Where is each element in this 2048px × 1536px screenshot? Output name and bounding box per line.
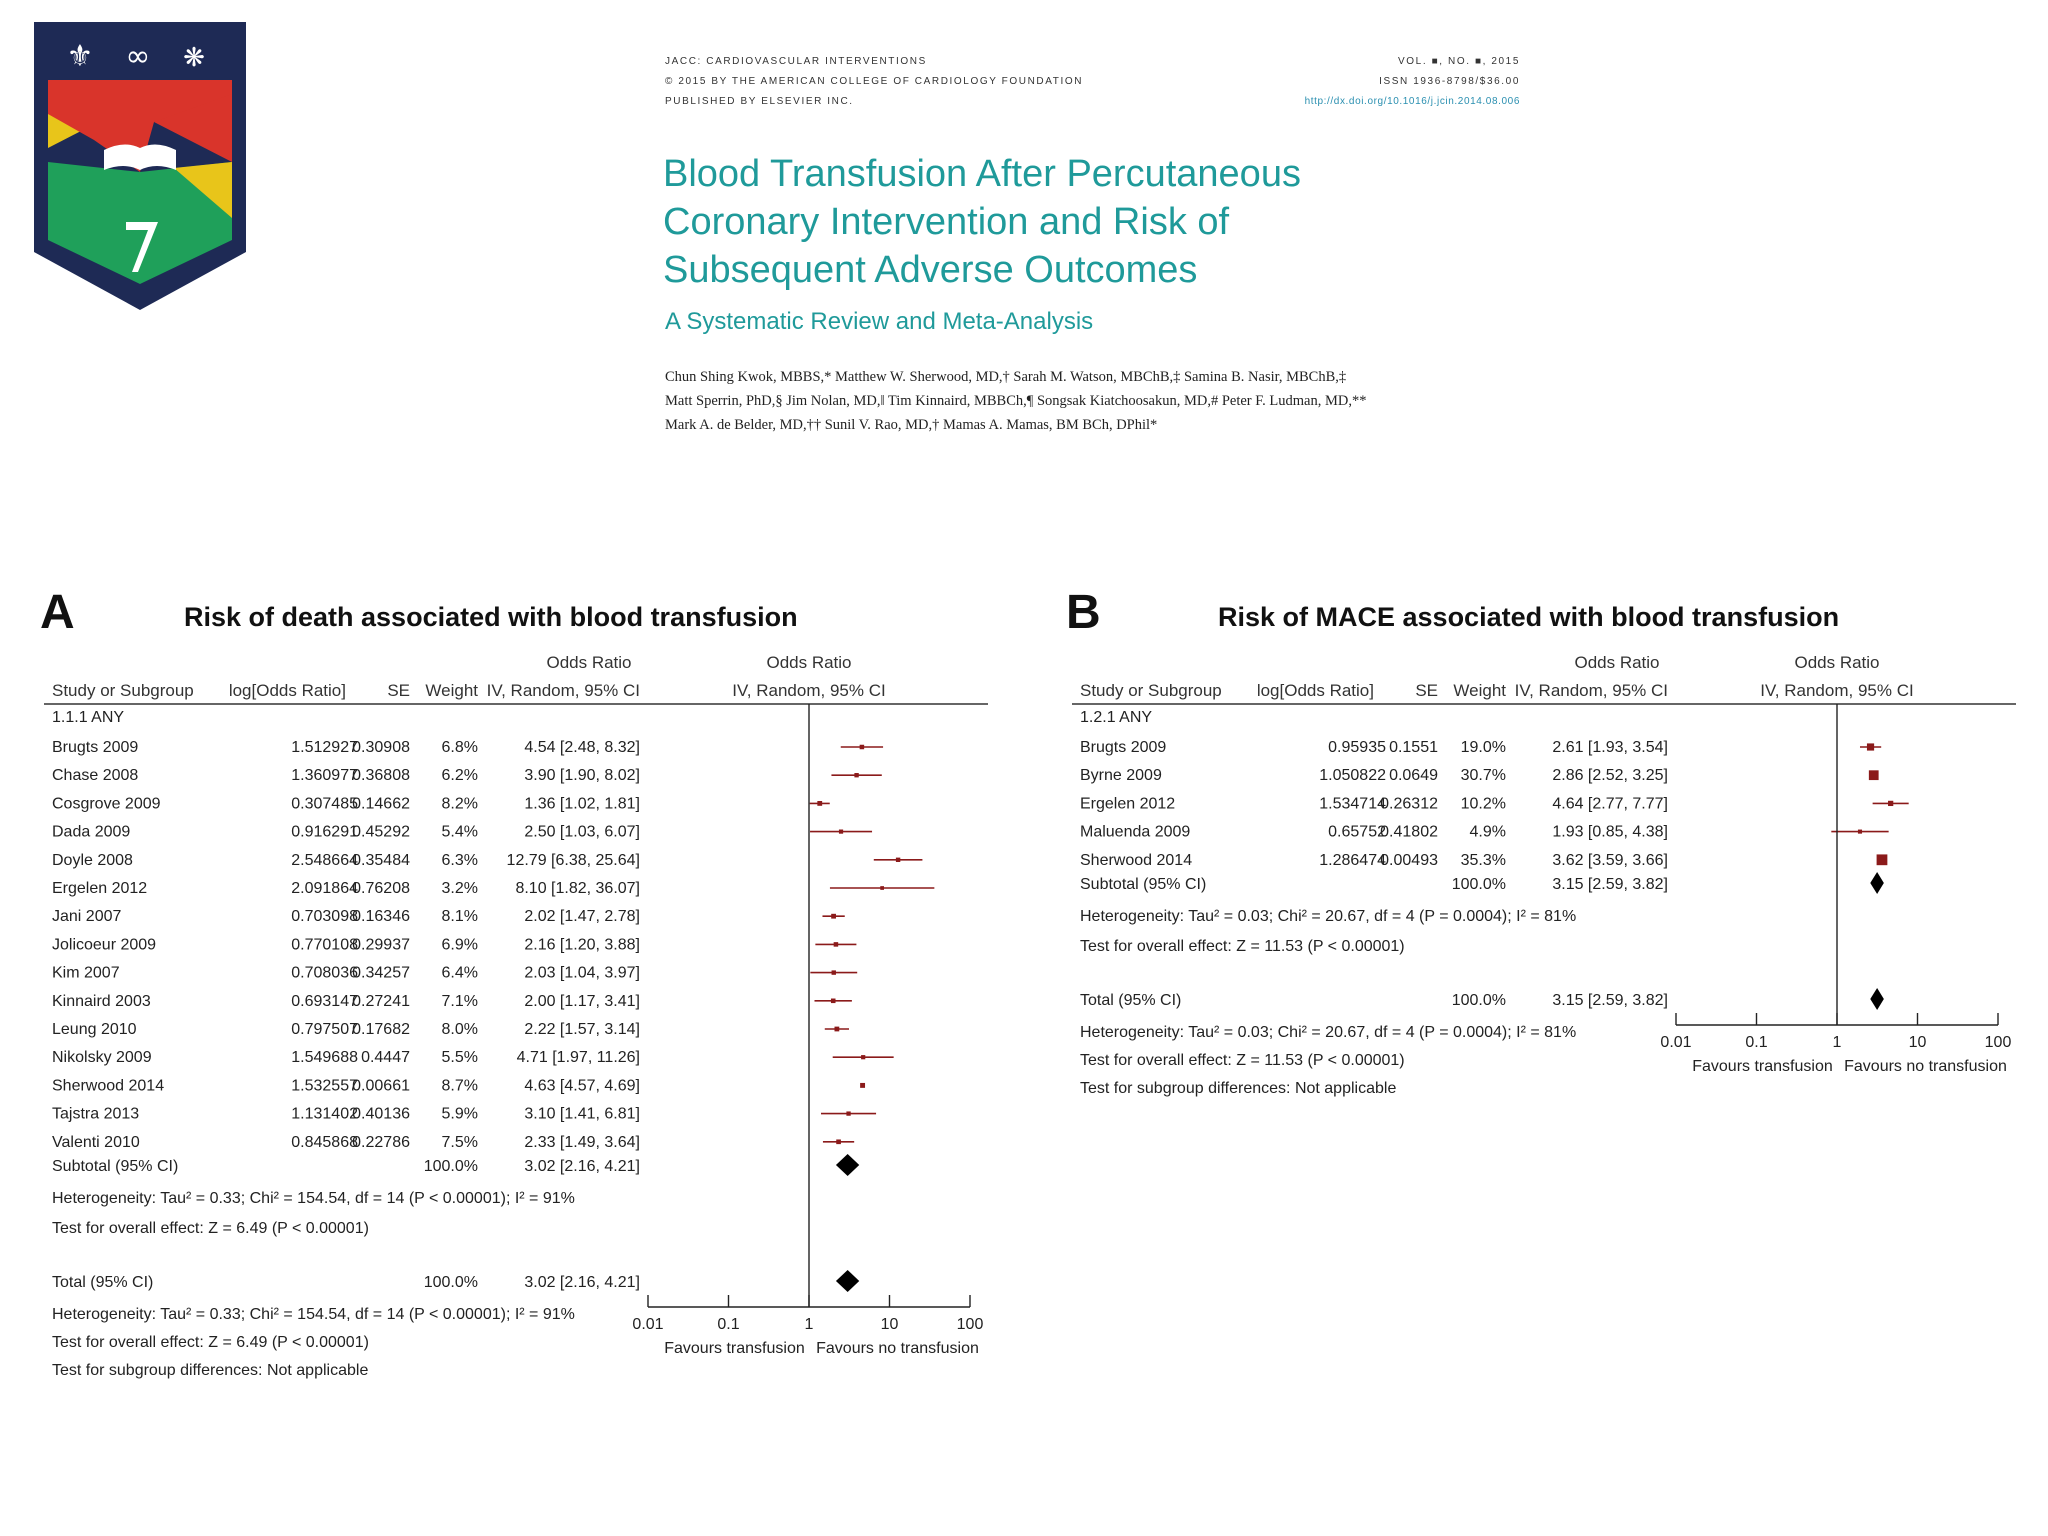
study-point-marker	[861, 1055, 865, 1059]
study-se: 0.76208	[352, 880, 410, 897]
subtotal-overall-effect: Test for overall effect: Z = 6.49 (P < 0.00001)	[52, 1220, 369, 1237]
study-log-or: 0.693147	[291, 992, 358, 1010]
study-se: 0.26312	[1380, 795, 1438, 813]
study-weight: 10.2%	[1460, 795, 1506, 813]
title-line: Blood Transfusion After Percutaneous	[663, 153, 1301, 195]
study-se: 0.45292	[352, 823, 410, 841]
or-header-top: Odds Ratio	[546, 653, 632, 672]
svg-text:❋: ❋	[183, 43, 205, 73]
study-name: Byrne 2009	[1080, 767, 1162, 785]
study-name: Jani 2007	[52, 908, 122, 926]
plot-col-header: IV, Random, 95% CI	[732, 681, 886, 700]
study-or-ci: 3.90 [1.90, 8.02]	[524, 767, 640, 785]
study-name: Doyle 2008	[52, 851, 133, 869]
study-point-marker	[860, 745, 864, 749]
study-se: 0.00661	[352, 1077, 410, 1095]
total-weight: 100.0%	[423, 1274, 478, 1291]
subtotal-overall-effect: Test for overall effect: Z = 11.53 (P < 0.00001)	[1080, 938, 1405, 955]
study-point-marker	[839, 830, 843, 834]
x-axis-tick-label: 100	[1984, 1034, 2012, 1051]
study-log-or: 1.534714	[1319, 795, 1386, 813]
study-name: Chase 2008	[52, 767, 139, 785]
study-log-or: 1.131402	[291, 1105, 358, 1123]
study-weight: 8.7%	[441, 1077, 478, 1095]
study-point-marker	[1869, 770, 1879, 780]
study-col-header: Study or Subgroup	[1080, 681, 1222, 700]
study-or-ci: 1.36 [1.02, 1.81]	[524, 795, 640, 813]
favours-right-label: Favours no transfusion	[816, 1340, 979, 1357]
study-point-marker	[1858, 830, 1862, 834]
study-or-ci: 2.33 [1.49, 3.64]	[524, 1133, 640, 1151]
study-point-marker	[817, 801, 822, 806]
study-or-ci: 8.10 [1.82, 36.07]	[515, 880, 640, 897]
study-se: 0.4447	[361, 1049, 410, 1067]
study-log-or: 1.050822	[1319, 767, 1386, 785]
study-se: 0.17682	[352, 1021, 410, 1038]
total-label: Total (95% CI)	[52, 1274, 154, 1291]
study-point-marker	[860, 1083, 865, 1088]
panel-a-letter: A	[40, 586, 75, 639]
subgroup-differences: Test for subgroup differences: Not applicable	[52, 1362, 369, 1379]
study-name: Maluenda 2009	[1080, 823, 1191, 841]
study-se: 0.00493	[1380, 851, 1438, 869]
study-point-marker	[831, 999, 836, 1004]
study-or-ci: 2.16 [1.20, 3.88]	[524, 936, 640, 954]
x-axis-tick-label: 1	[1832, 1034, 1842, 1051]
journal-meta-right	[1230, 52, 1520, 112]
x-axis-tick-label: 0.1	[717, 1316, 740, 1333]
study-weight: 7.5%	[441, 1133, 478, 1151]
university-crest-logo	[34, 22, 246, 310]
title-line: Coronary Intervention and Risk of	[663, 201, 1230, 243]
total-heterogeneity: Heterogeneity: Tau² = 0.33; Chi² = 154.54, df = 14 (P < 0.00001); I² = 91%	[52, 1306, 575, 1323]
subgroup-label: 1.2.1 ANY	[1080, 709, 1153, 726]
subtotal-label: Subtotal (95% CI)	[52, 1158, 179, 1175]
study-log-or: 1.549688	[291, 1049, 358, 1067]
study-weight: 8.2%	[441, 795, 478, 813]
study-or-ci: 3.62 [3.59, 3.66]	[1552, 851, 1668, 869]
journal-meta-left	[665, 52, 1125, 112]
forest-plot-mace	[1028, 640, 2038, 1120]
author-line: Matt Sperrin, PhD,§ Jim Nolan, MD,‖ Tim Kinnaird, MBBCh,¶ Songsak Kiatchoosakun, MD,# Peter F. Ludman, MD,**	[665, 393, 1367, 409]
study-log-or: 0.797507	[291, 1021, 358, 1038]
study-se: 0.27241	[352, 992, 410, 1010]
plot-header-top: Odds Ratio	[766, 653, 852, 672]
study-name: Valenti 2010	[52, 1133, 140, 1151]
study-log-or: 0.770108	[291, 936, 358, 954]
study-or-ci: 2.50 [1.03, 6.07]	[524, 823, 640, 841]
subgroup-differences: Test for subgroup differences: Not applicable	[1080, 1080, 1397, 1097]
study-or-ci: 2.86 [2.52, 3.25]	[1552, 767, 1668, 785]
x-axis-tick-label: 0.1	[1745, 1034, 1768, 1051]
study-weight: 35.3%	[1460, 851, 1506, 869]
subtotal-heterogeneity: Heterogeneity: Tau² = 0.03; Chi² = 20.67, df = 4 (P = 0.0004); I² = 81%	[1080, 908, 1577, 925]
journal-name: JACC: CARDIOVASCULAR INTERVENTIONS	[665, 56, 927, 67]
plot-col-header: IV, Random, 95% CI	[1760, 681, 1914, 700]
study-se: 0.30908	[352, 739, 410, 756]
study-log-or: 1.532557	[291, 1077, 358, 1095]
study-point-marker	[854, 773, 858, 777]
study-se: 0.35484	[352, 851, 410, 869]
study-point-marker	[1867, 743, 1874, 750]
study-name: Leung 2010	[52, 1021, 137, 1038]
doi-link[interactable]: http://dx.doi.org/10.1016/j.jcin.2014.08.006	[1304, 96, 1520, 107]
study-weight: 5.4%	[441, 823, 478, 841]
article-subtitle: A Systematic Review and Meta-Analysis	[665, 308, 1094, 335]
author-line: Mark A. de Belder, MD,†† Sunil V. Rao, MD,† Mamas A. Mamas, BM BCh, DPhil*	[665, 417, 1158, 433]
study-or-ci: 3.10 [1.41, 6.81]	[524, 1105, 640, 1123]
study-weight: 30.7%	[1460, 767, 1506, 785]
total-diamond	[836, 1270, 859, 1292]
study-or-ci: 4.63 [4.57, 4.69]	[524, 1077, 640, 1095]
study-weight: 6.9%	[441, 936, 478, 954]
study-or-ci: 12.79 [6.38, 25.64]	[506, 851, 640, 869]
study-or-ci: 4.64 [2.77, 7.77]	[1552, 795, 1668, 813]
study-name: Cosgrove 2009	[52, 795, 161, 813]
weight-col-header: Weight	[1453, 681, 1506, 700]
study-name: Ergelen 2012	[52, 880, 148, 897]
x-axis-tick-label: 10	[1908, 1034, 1927, 1051]
study-log-or: 0.703098	[291, 908, 358, 926]
study-name: Jolicoeur 2009	[52, 936, 157, 954]
issn-line: ISSN 1936-8798/$36.00	[1379, 76, 1520, 87]
panel-b-title: Risk of MACE associated with blood transfusion	[1218, 602, 1840, 632]
publisher-line: PUBLISHED BY ELSEVIER INC.	[665, 96, 854, 107]
study-point-marker	[1877, 854, 1888, 865]
study-col-header: Study or Subgroup	[52, 681, 194, 700]
log-col-header: log[Odds Ratio]	[1256, 681, 1374, 700]
study-log-or: 2.091864	[291, 880, 358, 897]
study-se: 0.41802	[1380, 823, 1438, 841]
study-or-ci: 2.03 [1.04, 3.97]	[524, 964, 640, 982]
study-point-marker	[832, 970, 836, 974]
subgroup-label: 1.1.1 ANY	[52, 709, 125, 726]
study-point-marker	[880, 886, 884, 890]
total-overall-effect: Test for overall effect: Z = 6.49 (P < 0.00001)	[52, 1334, 369, 1351]
subtotal-or-ci: 3.15 [2.59, 3.82]	[1552, 876, 1668, 893]
study-se: 0.0649	[1389, 767, 1438, 785]
study-or-ci: 2.61 [1.93, 3.54]	[1552, 739, 1668, 756]
study-log-or: 0.916291	[291, 823, 358, 841]
or-col-header: IV, Random, 95% CI	[486, 681, 640, 700]
x-axis-tick-label: 100	[956, 1316, 984, 1333]
total-heterogeneity: Heterogeneity: Tau² = 0.03; Chi² = 20.67, df = 4 (P = 0.0004); I² = 81%	[1080, 1024, 1577, 1041]
volume-line: VOL. ■, NO. ■, 2015	[1398, 56, 1520, 67]
total-or-ci: 3.15 [2.59, 3.82]	[1552, 992, 1668, 1009]
study-name: Sherwood 2014	[1080, 851, 1193, 869]
study-or-ci: 4.54 [2.48, 8.32]	[524, 739, 640, 756]
subtotal-label: Subtotal (95% CI)	[1080, 876, 1207, 893]
study-se: 0.34257	[352, 964, 410, 982]
study-point-marker	[834, 942, 839, 947]
study-weight: 5.5%	[441, 1049, 478, 1067]
total-diamond	[1870, 988, 1884, 1010]
svg-text:∞: ∞	[125, 39, 151, 74]
panel-a-title: Risk of death associated with blood transfusion	[184, 602, 798, 632]
weight-col-header: Weight	[425, 681, 478, 700]
subtotal-diamond	[836, 1154, 859, 1176]
total-label: Total (95% CI)	[1080, 992, 1182, 1009]
study-se: 0.16346	[352, 908, 410, 926]
study-se: 0.1551	[1389, 739, 1438, 756]
subtotal-weight: 100.0%	[1451, 876, 1506, 893]
copyright-line: © 2015 BY THE AMERICAN COLLEGE OF CARDIOLOGY FOUNDATION	[665, 76, 1084, 87]
study-log-or: 1.286474	[1319, 851, 1386, 869]
study-log-or: 0.307485	[291, 795, 358, 813]
study-weight: 6.8%	[441, 739, 478, 756]
svg-text:⚜: ⚜	[66, 39, 94, 74]
subtotal-or-ci: 3.02 [2.16, 4.21]	[524, 1158, 640, 1175]
se-col-header: SE	[1415, 681, 1438, 700]
study-weight: 6.3%	[441, 851, 478, 869]
x-axis-tick-label: 0.01	[632, 1316, 664, 1333]
study-name: Kinnaird 2003	[52, 992, 151, 1010]
study-point-marker	[831, 914, 836, 919]
study-name: Brugts 2009	[52, 739, 139, 756]
study-name: Brugts 2009	[1080, 739, 1167, 756]
study-weight: 8.1%	[441, 908, 478, 926]
author-line: Chun Shing Kwok, MBBS,* Matthew W. Sherwood, MD,† Sarah M. Watson, MBChB,‡ Samina B. Nasir, MBChB,‡	[665, 369, 1347, 385]
total-weight: 100.0%	[1451, 992, 1506, 1009]
subtotal-diamond	[1870, 872, 1884, 894]
study-se: 0.40136	[352, 1105, 410, 1123]
study-log-or: 0.95935	[1328, 739, 1386, 756]
study-log-or: 2.548664	[291, 851, 358, 869]
study-log-or: 0.65752	[1328, 823, 1386, 841]
log-col-header: log[Odds Ratio]	[228, 681, 346, 700]
study-or-ci: 1.93 [0.85, 4.38]	[1552, 823, 1668, 841]
study-or-ci: 2.22 [1.57, 3.14]	[524, 1021, 640, 1038]
plot-header-top: Odds Ratio	[1794, 653, 1880, 672]
x-axis-tick-label: 10	[880, 1316, 899, 1333]
article-title	[663, 150, 1423, 294]
study-weight: 4.9%	[1469, 823, 1506, 841]
or-col-header: IV, Random, 95% CI	[1514, 681, 1668, 700]
author-list	[665, 365, 1545, 437]
favours-left-label: Favours transfusion	[664, 1340, 805, 1357]
favours-right-label: Favours no transfusion	[1844, 1058, 2007, 1075]
study-log-or: 0.845868	[291, 1133, 358, 1151]
subtotal-heterogeneity: Heterogeneity: Tau² = 0.33; Chi² = 154.54, df = 14 (P < 0.00001); I² = 91%	[52, 1190, 575, 1207]
study-log-or: 0.708036	[291, 964, 358, 982]
total-overall-effect: Test for overall effect: Z = 11.53 (P < 0.00001)	[1080, 1052, 1405, 1069]
study-weight: 6.2%	[441, 767, 478, 785]
panel-b-letter: B	[1066, 586, 1101, 639]
study-point-marker	[835, 1027, 840, 1032]
study-point-marker	[896, 858, 900, 862]
forest-plot-death	[0, 640, 1010, 1400]
study-weight: 5.9%	[441, 1105, 478, 1123]
favours-left-label: Favours transfusion	[1692, 1058, 1833, 1075]
study-name: Ergelen 2012	[1080, 795, 1176, 813]
or-header-top: Odds Ratio	[1574, 653, 1660, 672]
study-point-marker	[1888, 801, 1893, 806]
title-line: Subsequent Adverse Outcomes	[663, 249, 1198, 291]
total-or-ci: 3.02 [2.16, 4.21]	[524, 1274, 640, 1291]
study-name: Dada 2009	[52, 823, 131, 841]
study-name: Sherwood 2014	[52, 1077, 165, 1095]
study-log-or: 1.360977	[291, 767, 358, 785]
study-name: Nikolsky 2009	[52, 1049, 152, 1067]
study-or-ci: 2.00 [1.17, 3.41]	[524, 992, 640, 1010]
study-se: 0.22786	[352, 1133, 410, 1151]
study-log-or: 1.512927	[291, 739, 358, 756]
study-name: Tajstra 2013	[52, 1105, 140, 1123]
study-point-marker	[836, 1139, 841, 1144]
study-point-marker	[846, 1111, 850, 1115]
study-or-ci: 2.02 [1.47, 2.78]	[524, 908, 640, 926]
study-weight: 3.2%	[441, 880, 478, 897]
study-se: 0.29937	[352, 936, 410, 954]
study-weight: 8.0%	[441, 1021, 478, 1038]
study-se: 0.14662	[352, 795, 410, 813]
x-axis-tick-label: 0.01	[1660, 1034, 1692, 1051]
study-or-ci: 4.71 [1.97, 11.26]	[516, 1049, 640, 1067]
se-col-header: SE	[387, 681, 410, 700]
study-weight: 19.0%	[1460, 739, 1506, 756]
study-weight: 7.1%	[441, 992, 478, 1010]
x-axis-tick-label: 1	[804, 1316, 814, 1333]
study-name: Kim 2007	[52, 964, 120, 982]
study-se: 0.36808	[352, 767, 410, 785]
subtotal-weight: 100.0%	[423, 1158, 478, 1175]
study-weight: 6.4%	[441, 964, 478, 982]
